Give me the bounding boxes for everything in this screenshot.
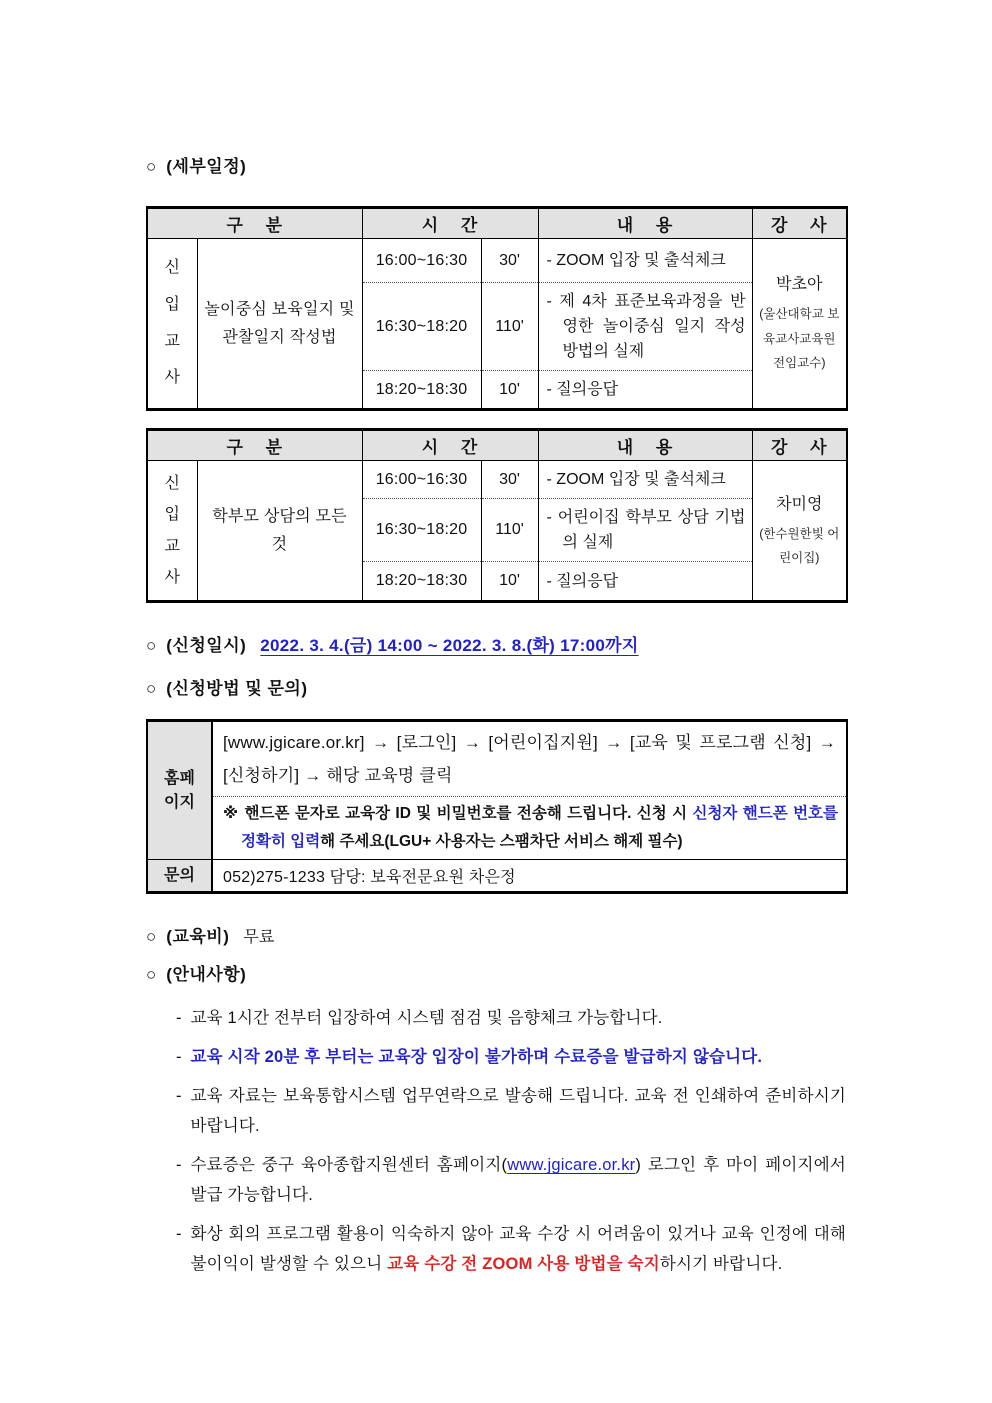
duration: 30': [481, 239, 538, 283]
document-content: [146, 0, 846, 1279]
dash-bullet: -: [176, 1048, 182, 1066]
time-range: 16:00~16:30: [362, 239, 481, 283]
dash-bullet: -: [176, 1087, 182, 1105]
col-header-lecturer: 강 사: [752, 430, 847, 461]
notice-body: ) 로그인 후 마이 페이지에서 발급 가능합니다.: [190, 1156, 846, 1204]
notice-item: [176, 1003, 846, 1033]
notice-item: [176, 1150, 846, 1210]
dash-bullet: -: [176, 1009, 182, 1027]
table1-header-row: [147, 208, 847, 239]
session-content: - 질의응답: [538, 562, 752, 602]
dash-bullet: -: [176, 1156, 182, 1174]
table-row: [147, 721, 847, 797]
apply-method-title: (신청방법 및 문의): [166, 679, 308, 698]
session-content: - 어린이집 학부모 상담 기법의 실제: [538, 499, 752, 562]
section-schedule-heading: [146, 152, 846, 182]
table2-header-row: [147, 430, 847, 461]
notice-text: [191, 1150, 847, 1210]
session-content: - 질의응답: [538, 371, 752, 410]
notice-item: [176, 1042, 846, 1072]
notice-body-emphasis-blue: 교육 시작 20분 후 부터는 교육장 입장이 불가하며 수료증을 발급하지 않습니다.: [190, 1048, 763, 1066]
section-apply-method: [146, 674, 846, 704]
lecturer-cell: [752, 239, 847, 410]
time-range: 18:20~18:30: [362, 562, 481, 602]
group-label: 신입교사: [164, 258, 180, 387]
col-header-content: 내 용: [538, 208, 752, 239]
contact-table: [146, 719, 848, 894]
fee-title: (교육비): [166, 927, 230, 946]
circle-bullet: ○: [146, 636, 157, 655]
table-row: [147, 797, 847, 860]
note-post: 해 주세요(LGU+ 사용자는 스팸차단 서비스 해제 필수): [320, 833, 683, 850]
col-header-gubun: 구 분: [147, 430, 362, 461]
circle-bullet: ○: [146, 965, 157, 984]
section-apply-time: [146, 631, 846, 661]
col-header-lecturer: 강 사: [752, 208, 847, 239]
time-range: 16:30~18:20: [362, 499, 481, 562]
col-header-time: 시 간: [362, 430, 538, 461]
notice-body: 교육 1시간 전부터 입장하여 시스템 점검 및 음향체크 가능합니다.: [190, 1009, 663, 1027]
apply-time-value: 2022. 3. 4.(금) 14:00 ~ 2022. 3. 8.(화) 17:00까지: [260, 636, 639, 655]
circle-bullet: ○: [146, 927, 157, 946]
notice-body: 교육 자료는 보육통합시스템 업무연락으로 발송해 드립니다. 교육 전 인쇄하여 준비하시기 바랍니다.: [190, 1087, 846, 1135]
notice-list: [146, 1003, 846, 1279]
table-row: [147, 461, 847, 499]
notice-item: [176, 1219, 846, 1279]
dash-bullet: -: [176, 1225, 182, 1243]
lecturer-affiliation: (한수원한빛 어린이집): [759, 526, 840, 565]
homepage-label: 홈페이지: [147, 721, 212, 860]
lecturer-affiliation: (울산대학교 보육교사교육원 전임교수): [759, 307, 840, 371]
notice-item: [176, 1081, 846, 1141]
notice-text: [191, 1219, 847, 1279]
group-cell: [147, 239, 197, 410]
schedule-table-1: [146, 206, 848, 411]
group-label: 신입교사: [164, 475, 180, 586]
duration: 110': [481, 283, 538, 371]
inquiry-value: 052)275-1233 담당: 보육전문요원 차은정: [223, 869, 516, 886]
section-notice: [146, 960, 846, 990]
notice-text: [191, 1081, 847, 1141]
notice-body-emphasis-red: 교육 수강 전 ZOOM 사용 방법을 숙지: [387, 1255, 660, 1273]
session-content: - ZOOM 입장 및 출석체크: [538, 461, 752, 499]
time-range: 16:30~18:20: [362, 283, 481, 371]
duration: 10': [481, 562, 538, 602]
time-range: 16:00~16:30: [362, 461, 481, 499]
lecturer-name: 차미영: [776, 495, 823, 513]
circle-bullet: ○: [146, 157, 157, 176]
fee-value: 무료: [243, 929, 275, 946]
notice-title: (안내사항): [166, 965, 247, 984]
duration: 10': [481, 371, 538, 410]
note-pre: ※ 핸드폰 문자로 교육장 ID 및 비밀번호를 전송해 드립니다. 신청 시: [223, 805, 693, 822]
col-header-content: 내 용: [538, 430, 752, 461]
lecturer-cell: [752, 461, 847, 602]
circle-bullet: ○: [146, 679, 157, 698]
note-highlight: 신청자 핸드폰 번호를 정확히 입력: [241, 805, 839, 850]
notice-body: 수료증은 중구 육아종합지원센터 홈페이지(: [190, 1156, 508, 1174]
notice-body: 하시기 바랍니다.: [659, 1255, 783, 1273]
section-fee: [146, 922, 846, 953]
homepage-navigation-path: [www.jgicare.or.kr] → [로그인] → [어린이집지원] → [교육 및 프로그램 신청] → [신청하기] → 해당 교육명 클릭: [223, 733, 836, 785]
homepage-note: [212, 797, 847, 860]
lecturer-name: 박초아: [776, 276, 823, 294]
notice-body: 화상 회의 프로그램 활용이 익숙하지 않아 교육 수강 시 어려움이 있거나 교육 인정에 대해 불이익이 발생할 수 있으니: [190, 1225, 846, 1273]
schedule-table-2: [146, 428, 848, 603]
table-row: [147, 239, 847, 283]
table-row: [147, 860, 847, 893]
time-range: 18:20~18:30: [362, 371, 481, 410]
course-title: 학부모 상담의 모든 것: [197, 461, 362, 602]
session-content: - ZOOM 입장 및 출석체크: [538, 239, 752, 283]
session-content: - 제 4차 표준보육과정을 반영한 놀이중심 일지 작성 방법의 실제: [538, 283, 752, 371]
inquiry-label: 문의: [147, 860, 212, 893]
col-header-time: 시 간: [362, 208, 538, 239]
section-schedule-title: (세부일정): [166, 157, 247, 176]
duration: 110': [481, 499, 538, 562]
course-title: 놀이중심 보육일지 및 관찰일지 작성법: [197, 239, 362, 410]
homepage-link[interactable]: www.jgicare.or.kr: [507, 1156, 636, 1174]
duration: 30': [481, 461, 538, 499]
notice-text: [191, 1042, 763, 1072]
notice-text: [191, 1003, 663, 1033]
apply-time-title: (신청일시): [166, 636, 247, 655]
group-cell: [147, 461, 197, 602]
col-header-gubun: 구 분: [147, 208, 362, 239]
